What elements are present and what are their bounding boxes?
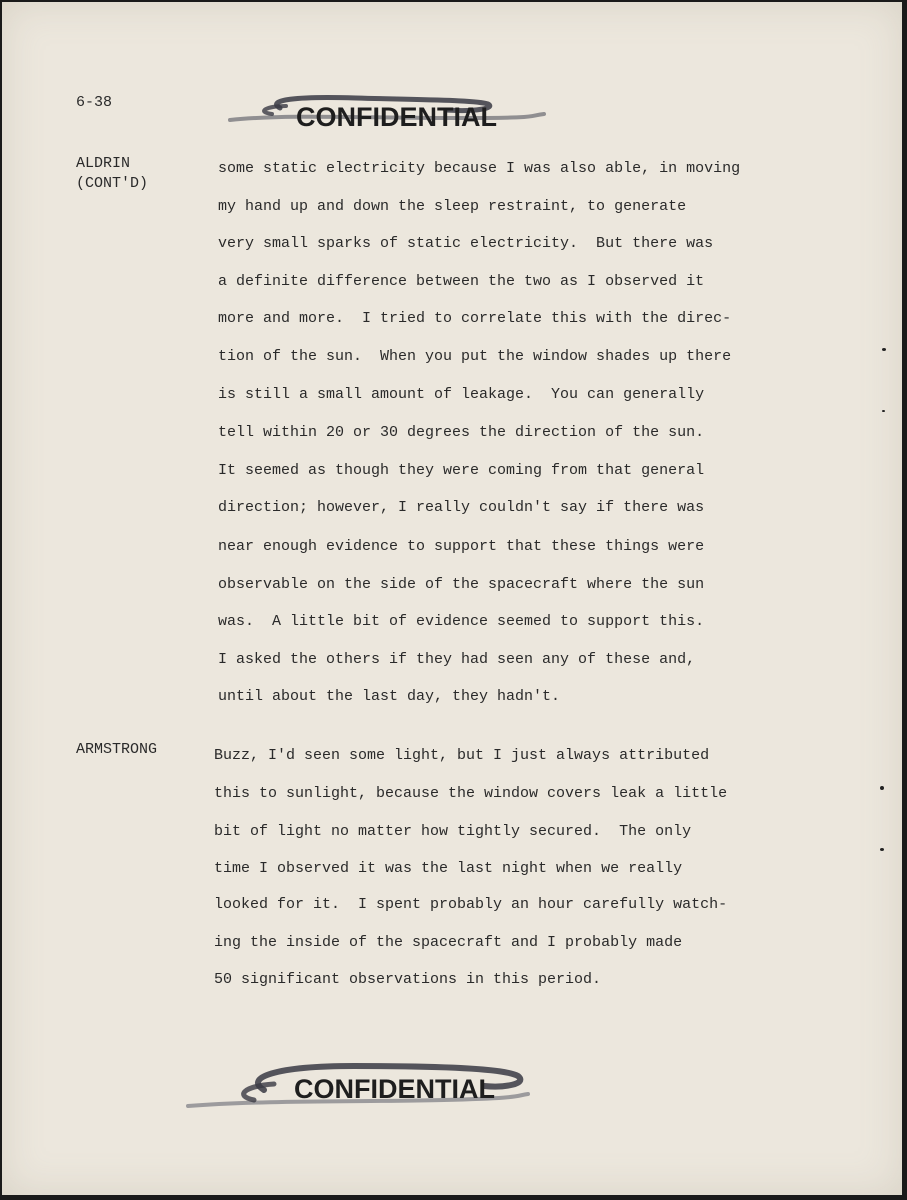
speaker-name: ARMSTRONG xyxy=(76,741,158,758)
paper-speck xyxy=(880,848,884,851)
speaker-name: ALDRIN xyxy=(76,155,131,172)
aldrin-line: my hand up and down the sleep restraint, to generate xyxy=(218,198,687,215)
confidential-stamp-top: CONFIDENTIAL xyxy=(296,102,497,133)
document-page xyxy=(2,2,902,1195)
armstrong-line: time I observed it was the last night when we really xyxy=(214,860,683,877)
armstrong-line: looked for it. I spent probably an hour carefully watch- xyxy=(214,896,728,913)
paper-speck xyxy=(880,786,884,790)
aldrin-line: observable on the side of the spacecraft where the sun xyxy=(218,576,705,593)
aldrin-line: near enough evidence to support that these things were xyxy=(218,538,705,555)
armstrong-line: Buzz, I'd seen some light, but I just always attributed xyxy=(214,747,710,764)
armstrong-line: ing the inside of the spacecraft and I probably made xyxy=(214,934,683,951)
aldrin-line: tion of the sun. When you put the window shades up there xyxy=(218,348,732,365)
aldrin-line: I asked the others if they had seen any of these and, xyxy=(218,651,696,668)
speaker-armstrong xyxy=(76,740,157,760)
armstrong-line: 50 significant observations in this period. xyxy=(214,971,602,988)
aldrin-line: was. A little bit of evidence seemed to support this. xyxy=(218,613,705,630)
page-number: 6-38 xyxy=(76,94,113,111)
paper-speck xyxy=(882,410,885,412)
aldrin-line: very small sparks of static electricity. But there was xyxy=(218,235,714,252)
aldrin-line: some static electricity because I was also able, in moving xyxy=(218,160,741,177)
aldrin-line: tell within 20 or 30 degrees the direction of the sun. xyxy=(218,424,705,441)
armstrong-line: bit of light no matter how tightly secured. The only xyxy=(214,823,692,840)
aldrin-line: is still a small amount of leakage. You can generally xyxy=(218,386,705,403)
aldrin-line: direction; however, I really couldn't say if there was xyxy=(218,499,705,516)
speaker-aldrin xyxy=(76,154,148,194)
speaker-continued: (CONT'D) xyxy=(76,175,149,192)
aldrin-line: It seemed as though they were coming from that general xyxy=(218,462,705,479)
paper-speck xyxy=(882,348,886,351)
armstrong-line: this to sunlight, because the window covers leak a little xyxy=(214,785,728,802)
aldrin-line: more and more. I tried to correlate this with the direc- xyxy=(218,310,732,327)
aldrin-line: a definite difference between the two as I observed it xyxy=(218,273,705,290)
confidential-stamp-bottom: CONFIDENTIAL xyxy=(294,1074,495,1105)
aldrin-line: until about the last day, they hadn't. xyxy=(218,688,561,705)
